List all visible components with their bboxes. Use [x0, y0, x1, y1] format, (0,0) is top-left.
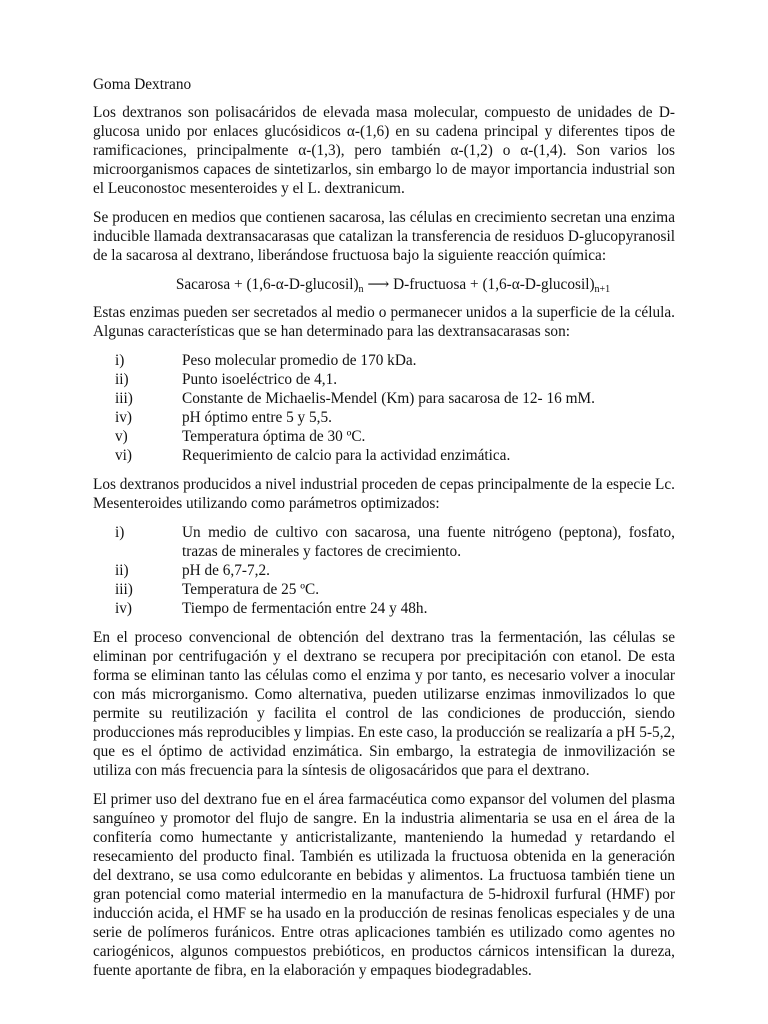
- list-item-number: iii): [115, 390, 133, 407]
- list-item-text: Punto isoeléctrico de 4,1.: [182, 371, 338, 388]
- list-item-text: Peso molecular promedio de 170 kDa.: [182, 352, 417, 369]
- list-item-number: iii): [115, 581, 133, 598]
- list-item: [93, 523, 675, 561]
- paragraph-process: En el proceso convencional de obtención del dextrano tras la fermentación, las células se eliminan por centrifugación y el dextrano se recupera por precipitación con etanol. De esta forma se eliminan tanto las células como el enzima y por tanto, es necesario volver a inocular con más microrganismo. Como alternativa, pueden utilizarse enzimas inmovilizados lo que permite su reutilización y facilita el control de las condiciones de producción, siendo producciones más reproducibles y limpias. En este caso, la producción se realizaría a pH 5-5,2, que es el óptimo de actividad enzimática. Sin embargo, la estrategia de inmovilización se utiliza con más frecuencia para la síntesis de oligosacáridos que para el dextrano.: [93, 629, 675, 779]
- equation-subscript-1: n: [358, 284, 364, 295]
- list-item-number: ii): [115, 562, 129, 579]
- paragraph-production: Se producen en medios que contienen sacarosa, las células en crecimiento secretan una enzima inducible llamada dextransacarasas que catalizan la transferencia de residuos D-glucopyranosil de la sacarosa al dextrano, liberándose fructuosa bajo la siguiente reacción química:: [93, 209, 675, 264]
- paragraph-industrial: Los dextranos producidos a nivel industrial proceden de cepas principalmente de la especie Lc. Mesenteroides utilizando como parámetros optimizados:: [93, 476, 675, 512]
- paragraph-intro: Los dextranos son polisacáridos de elevada masa molecular, compuesto de unidades de D-glucosa unido por enlaces glucósidicos α-(1,6) en su cadena principal y diferentes tipos de ramificaciones, principalmente α-(1,3), pero también α-(1,2) o α-(1,4). Son varios los microorganismos capaces de sintetizarlos, sin embargo lo de mayor importancia industrial son el Leuconostoc mesenteroides y el L. dextranicum.: [93, 104, 675, 197]
- list-item-number: i): [115, 524, 125, 541]
- list-item: [93, 370, 675, 389]
- paragraph-uses: El primer uso del dextrano fue en el área farmacéutica como expansor del volumen del plasma sanguíneo y promotor del flujo de sangre. En la industria alimentaria se usa en el área de la confitería como humectante y anticristalizante, manteniendo la humedad y retardando el resecamiento del producto final. También es utilizada la fructuosa obtenida en la generación del dextrano, se usa como edulcorante en bebidas y alimentos. La fructuosa también tiene un gran potencial como material intermedio en la manufactura de 5-hidroxil furfural (HMF) por inducción acida, el HMF se ha usado en la producción de resinas fenolicas especiales y de una serie de polímeros furánicos. Entre otras aplicaciones también es utilizado como agentes no cariogénicos, algunos compuestos prebióticos, en productos cárnicos intensifican la dureza, fuente aportante de fibra, en la elaboración y empaques biodegradables.: [93, 791, 675, 979]
- list-item-text: pH óptimo entre 5 y 5,5.: [182, 409, 332, 426]
- list-item: [93, 446, 675, 465]
- list-item-text: Requerimiento de calcio para la actividad enzimática.: [182, 447, 511, 464]
- list-item-text: Constante de Michaelis-Mendel (Km) para sacarosa de 12- 16 mM.: [182, 390, 595, 407]
- list-item-text: pH de 6,7-7,2.: [182, 562, 270, 579]
- list-item-number: vi): [115, 447, 132, 464]
- document-title: Goma Dextrano: [93, 76, 192, 93]
- list-item-text: Temperatura óptima de 30 ºC.: [182, 428, 366, 445]
- list-item: [93, 351, 675, 370]
- list-item: [93, 580, 675, 599]
- equation-part-2: ⟶ D-fructuosa + (1,6-α-D-glucosil): [363, 276, 595, 293]
- list-item-number: i): [115, 352, 125, 369]
- list-item-number: iv): [115, 600, 132, 617]
- enzyme-characteristics-list: [93, 351, 675, 465]
- list-item-text: Tiempo de fermentación entre 24 y 48h.: [182, 600, 428, 617]
- list-item: [93, 561, 675, 580]
- list-item: [93, 427, 675, 446]
- list-item: [93, 389, 675, 408]
- list-item-text: Temperatura de 25 ºC.: [182, 581, 320, 598]
- paragraph-enzymes: Estas enzimas pueden ser secretados al medio o permanecer unidos a la superficie de la célula. Algunas características que se han determinado para las dextransacarasas son:: [93, 304, 675, 340]
- list-item-number: v): [115, 428, 128, 445]
- list-item: [93, 408, 675, 427]
- optimized-parameters-list: [93, 523, 675, 618]
- reaction-equation: [93, 275, 675, 294]
- list-item-number: iv): [115, 409, 132, 426]
- list-item: [93, 599, 675, 618]
- list-item-number: ii): [115, 371, 129, 388]
- list-item-text: Un medio de cultivo con sacarosa, una fuente nitrógeno (peptona), fosfato, trazas de minerales y factores de crecimiento.: [182, 524, 675, 560]
- equation-part-1: Sacarosa + (1,6-α-D-glucosil): [175, 276, 359, 293]
- equation-subscript-2: n+1: [594, 284, 611, 295]
- document-page: [93, 75, 675, 990]
